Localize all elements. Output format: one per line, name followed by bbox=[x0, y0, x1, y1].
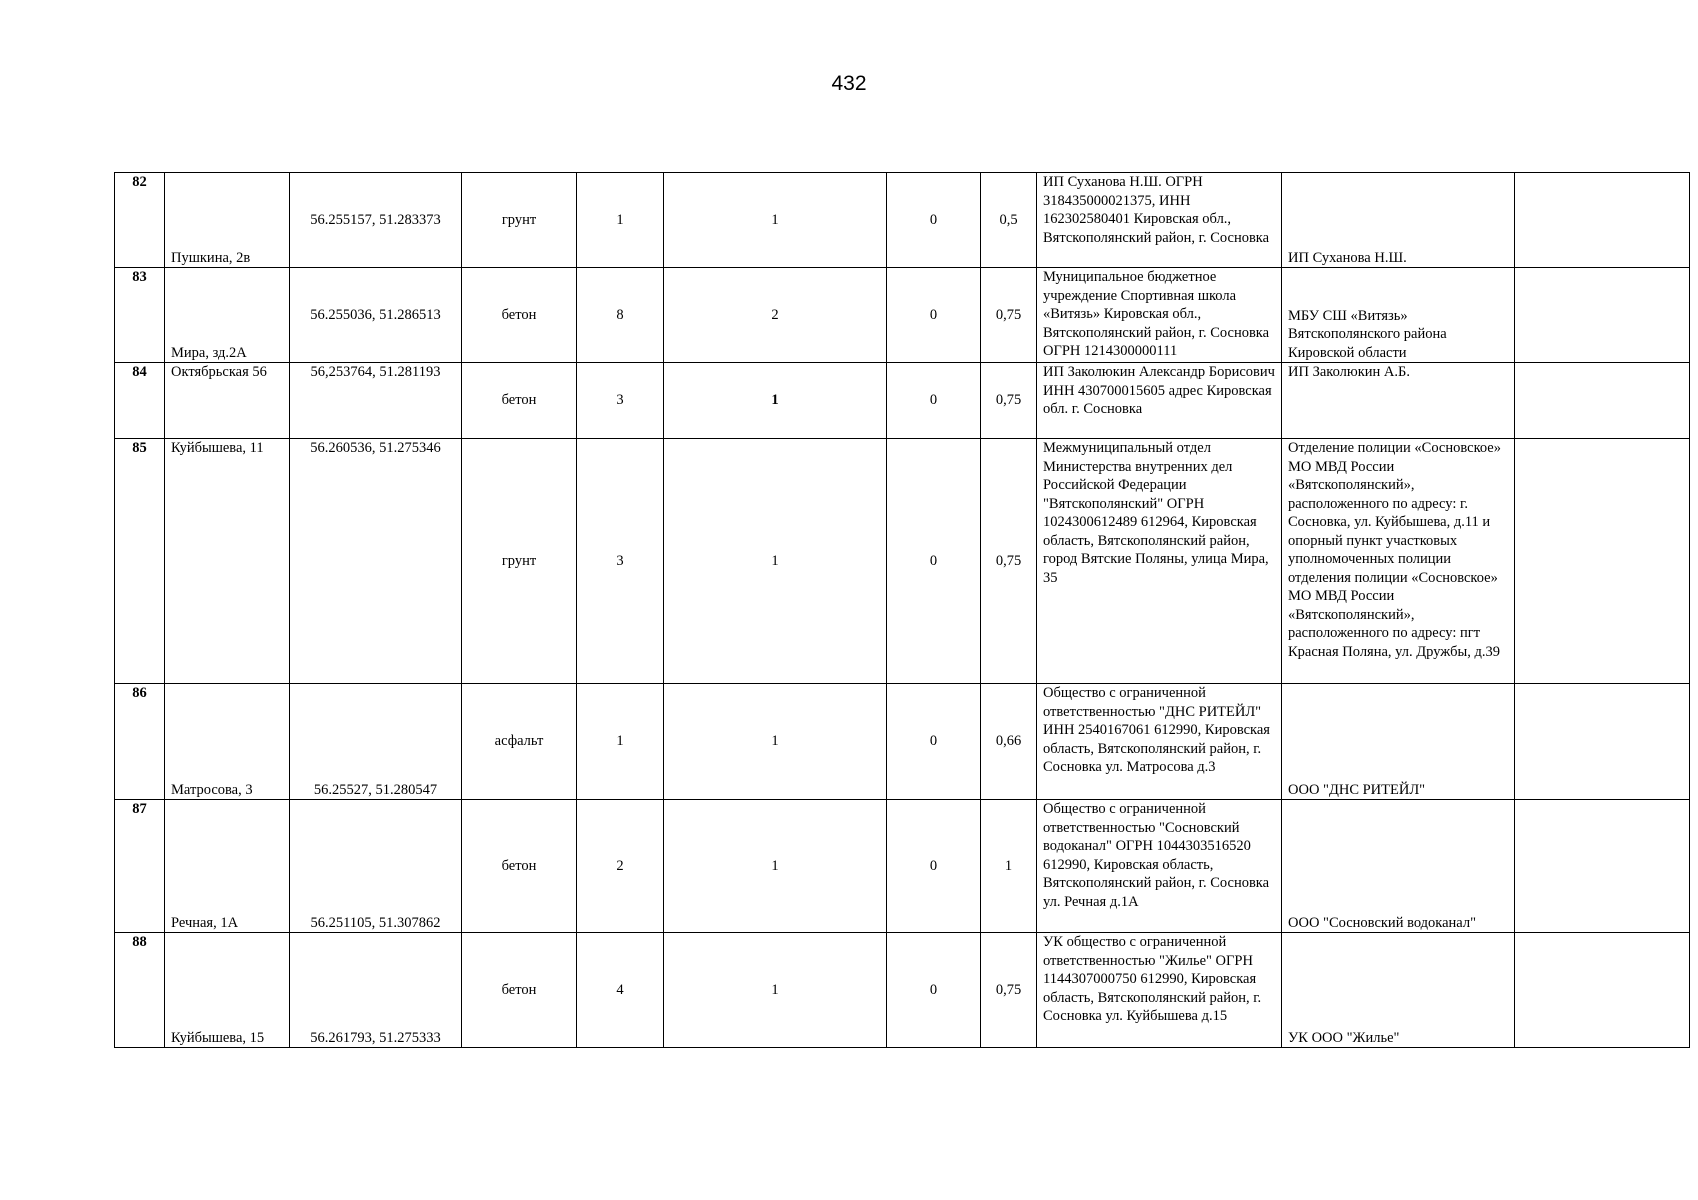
row-number: 88 bbox=[115, 933, 165, 1048]
waste-source: ИП Заколюкин А.Б. bbox=[1282, 363, 1515, 439]
planned-count: 0 bbox=[887, 363, 981, 439]
site-coordinates: 56.255036, 51.286513 bbox=[290, 268, 462, 363]
owner-details: Общество с ограниченной ответственностью "ДНС РИТЕЙЛ" ИНН 2540167061 612990, Кировская область, Вятскополянский район, г. Сосновка ул. Матросова д.3 bbox=[1037, 684, 1282, 800]
site-address: Пушкина, 2в bbox=[165, 173, 290, 268]
planned-count: 0 bbox=[887, 173, 981, 268]
container-volume: 0,75 bbox=[981, 363, 1037, 439]
table-row bbox=[115, 268, 1690, 363]
site-address: Куйбышева, 15 bbox=[165, 933, 290, 1048]
site-count: 4 bbox=[577, 933, 664, 1048]
container-sites-table bbox=[114, 172, 1690, 1048]
table-row bbox=[115, 363, 1690, 439]
waste-source: УК ООО "Жилье" bbox=[1282, 933, 1515, 1048]
row-number: 86 bbox=[115, 684, 165, 800]
site-address: Матросова, 3 bbox=[165, 684, 290, 800]
page-number: 432 bbox=[831, 72, 867, 95]
planned-count: 0 bbox=[887, 439, 981, 684]
surface-type: грунт bbox=[462, 439, 577, 684]
owner-details: Общество с ограниченной ответственностью "Сосновский водоканал" ОГРН 1044303516520 612990, Кировская область, Вятскополянский район, г. Сосновка ул. Речная д.1А bbox=[1037, 800, 1282, 933]
table-row bbox=[115, 933, 1690, 1048]
surface-type: асфальт bbox=[462, 684, 577, 800]
empty-cell bbox=[1515, 684, 1690, 800]
container-count: 1 bbox=[664, 800, 887, 933]
container-count: 1 bbox=[664, 363, 887, 439]
site-coordinates: 56.251105, 51.307862 bbox=[290, 800, 462, 933]
site-count: 3 bbox=[577, 439, 664, 684]
waste-source: Отделение полиции «Сосновское» МО МВД России «Вятскополянский», расположенного по адресу: г. Сосновка, ул. Куйбышева, д.11 и опорный пункт участковых уполномоченных полиции отделения полиции «Сосновское» МО МВД России «Вятскополянский», расположенного по адресу: пгт Красная Поляна, ул. Дружбы, д.39 bbox=[1282, 439, 1515, 684]
empty-cell bbox=[1515, 363, 1690, 439]
owner-details: Муниципальное бюджетное учреждение Спортивная школа «Витязь» Кировская обл., Вятскополянский район, г. Сосновка ОГРН 1214300000111 bbox=[1037, 268, 1282, 363]
table-row bbox=[115, 173, 1690, 268]
container-volume: 0,75 bbox=[981, 439, 1037, 684]
surface-type: бетон bbox=[462, 363, 577, 439]
site-coordinates: 56.261793, 51.275333 bbox=[290, 933, 462, 1048]
waste-source: ИП Суханова Н.Ш. bbox=[1282, 173, 1515, 268]
container-count: 1 bbox=[664, 684, 887, 800]
site-coordinates: 56.255157, 51.283373 bbox=[290, 173, 462, 268]
table-row bbox=[115, 800, 1690, 933]
site-count: 2 bbox=[577, 800, 664, 933]
planned-count: 0 bbox=[887, 933, 981, 1048]
empty-cell bbox=[1515, 439, 1690, 684]
row-number: 83 bbox=[115, 268, 165, 363]
waste-source: ООО "ДНС РИТЕЙЛ" bbox=[1282, 684, 1515, 800]
planned-count: 0 bbox=[887, 800, 981, 933]
surface-type: бетон bbox=[462, 800, 577, 933]
table-row bbox=[115, 684, 1690, 800]
surface-type: грунт bbox=[462, 173, 577, 268]
site-count: 3 bbox=[577, 363, 664, 439]
empty-cell bbox=[1515, 933, 1690, 1048]
site-coordinates: 56.260536, 51.275346 bbox=[290, 439, 462, 684]
site-count: 1 bbox=[577, 173, 664, 268]
container-count: 2 bbox=[664, 268, 887, 363]
site-address: Куйбышева, 11 bbox=[165, 439, 290, 684]
container-volume: 0,5 bbox=[981, 173, 1037, 268]
owner-details: ИП Суханова Н.Ш. ОГРН 318435000021375, ИНН 162302580401 Кировская обл., Вятскополянский район, г. Сосновка bbox=[1037, 173, 1282, 268]
container-volume: 0,75 bbox=[981, 933, 1037, 1048]
site-address: Мира, зд.2А bbox=[165, 268, 290, 363]
site-count: 8 bbox=[577, 268, 664, 363]
row-number: 85 bbox=[115, 439, 165, 684]
surface-type: бетон bbox=[462, 268, 577, 363]
planned-count: 0 bbox=[887, 268, 981, 363]
owner-details: УК общество с ограниченной ответственностью "Жилье" ОГРН 1144307000750 612990, Кировская область, Вятскополянский район, г. Сосновка ул. Куйбышева д.15 bbox=[1037, 933, 1282, 1048]
site-coordinates: 56.25527, 51.280547 bbox=[290, 684, 462, 800]
container-volume: 0,75 bbox=[981, 268, 1037, 363]
waste-source: МБУ СШ «Витязь» Вятскополянского района Кировской области bbox=[1282, 268, 1515, 363]
row-number: 87 bbox=[115, 800, 165, 933]
empty-cell bbox=[1515, 268, 1690, 363]
container-count: 1 bbox=[664, 439, 887, 684]
container-count: 1 bbox=[664, 933, 887, 1048]
owner-details: Межмуниципальный отдел Министерства внутренних дел Российской Федерации "Вятскополянский" ОГРН 1024300612489 612964, Кировская область, Вятскополянский район, город Вятские Поляны, улица Мира, 35 bbox=[1037, 439, 1282, 684]
waste-source: ООО "Сосновский водоканал" bbox=[1282, 800, 1515, 933]
row-number: 82 bbox=[115, 173, 165, 268]
site-coordinates: 56,253764, 51.281193 bbox=[290, 363, 462, 439]
container-volume: 1 bbox=[981, 800, 1037, 933]
table-row bbox=[115, 439, 1690, 684]
container-volume: 0,66 bbox=[981, 684, 1037, 800]
site-address: Октябрьская 56 bbox=[165, 363, 290, 439]
container-count: 1 bbox=[664, 173, 887, 268]
owner-details: ИП Заколюкин Александр Борисович ИНН 430700015605 адрес Кировская обл. г. Сосновка bbox=[1037, 363, 1282, 439]
empty-cell bbox=[1515, 800, 1690, 933]
site-address: Речная, 1А bbox=[165, 800, 290, 933]
site-count: 1 bbox=[577, 684, 664, 800]
row-number: 84 bbox=[115, 363, 165, 439]
empty-cell bbox=[1515, 173, 1690, 268]
surface-type: бетон bbox=[462, 933, 577, 1048]
planned-count: 0 bbox=[887, 684, 981, 800]
